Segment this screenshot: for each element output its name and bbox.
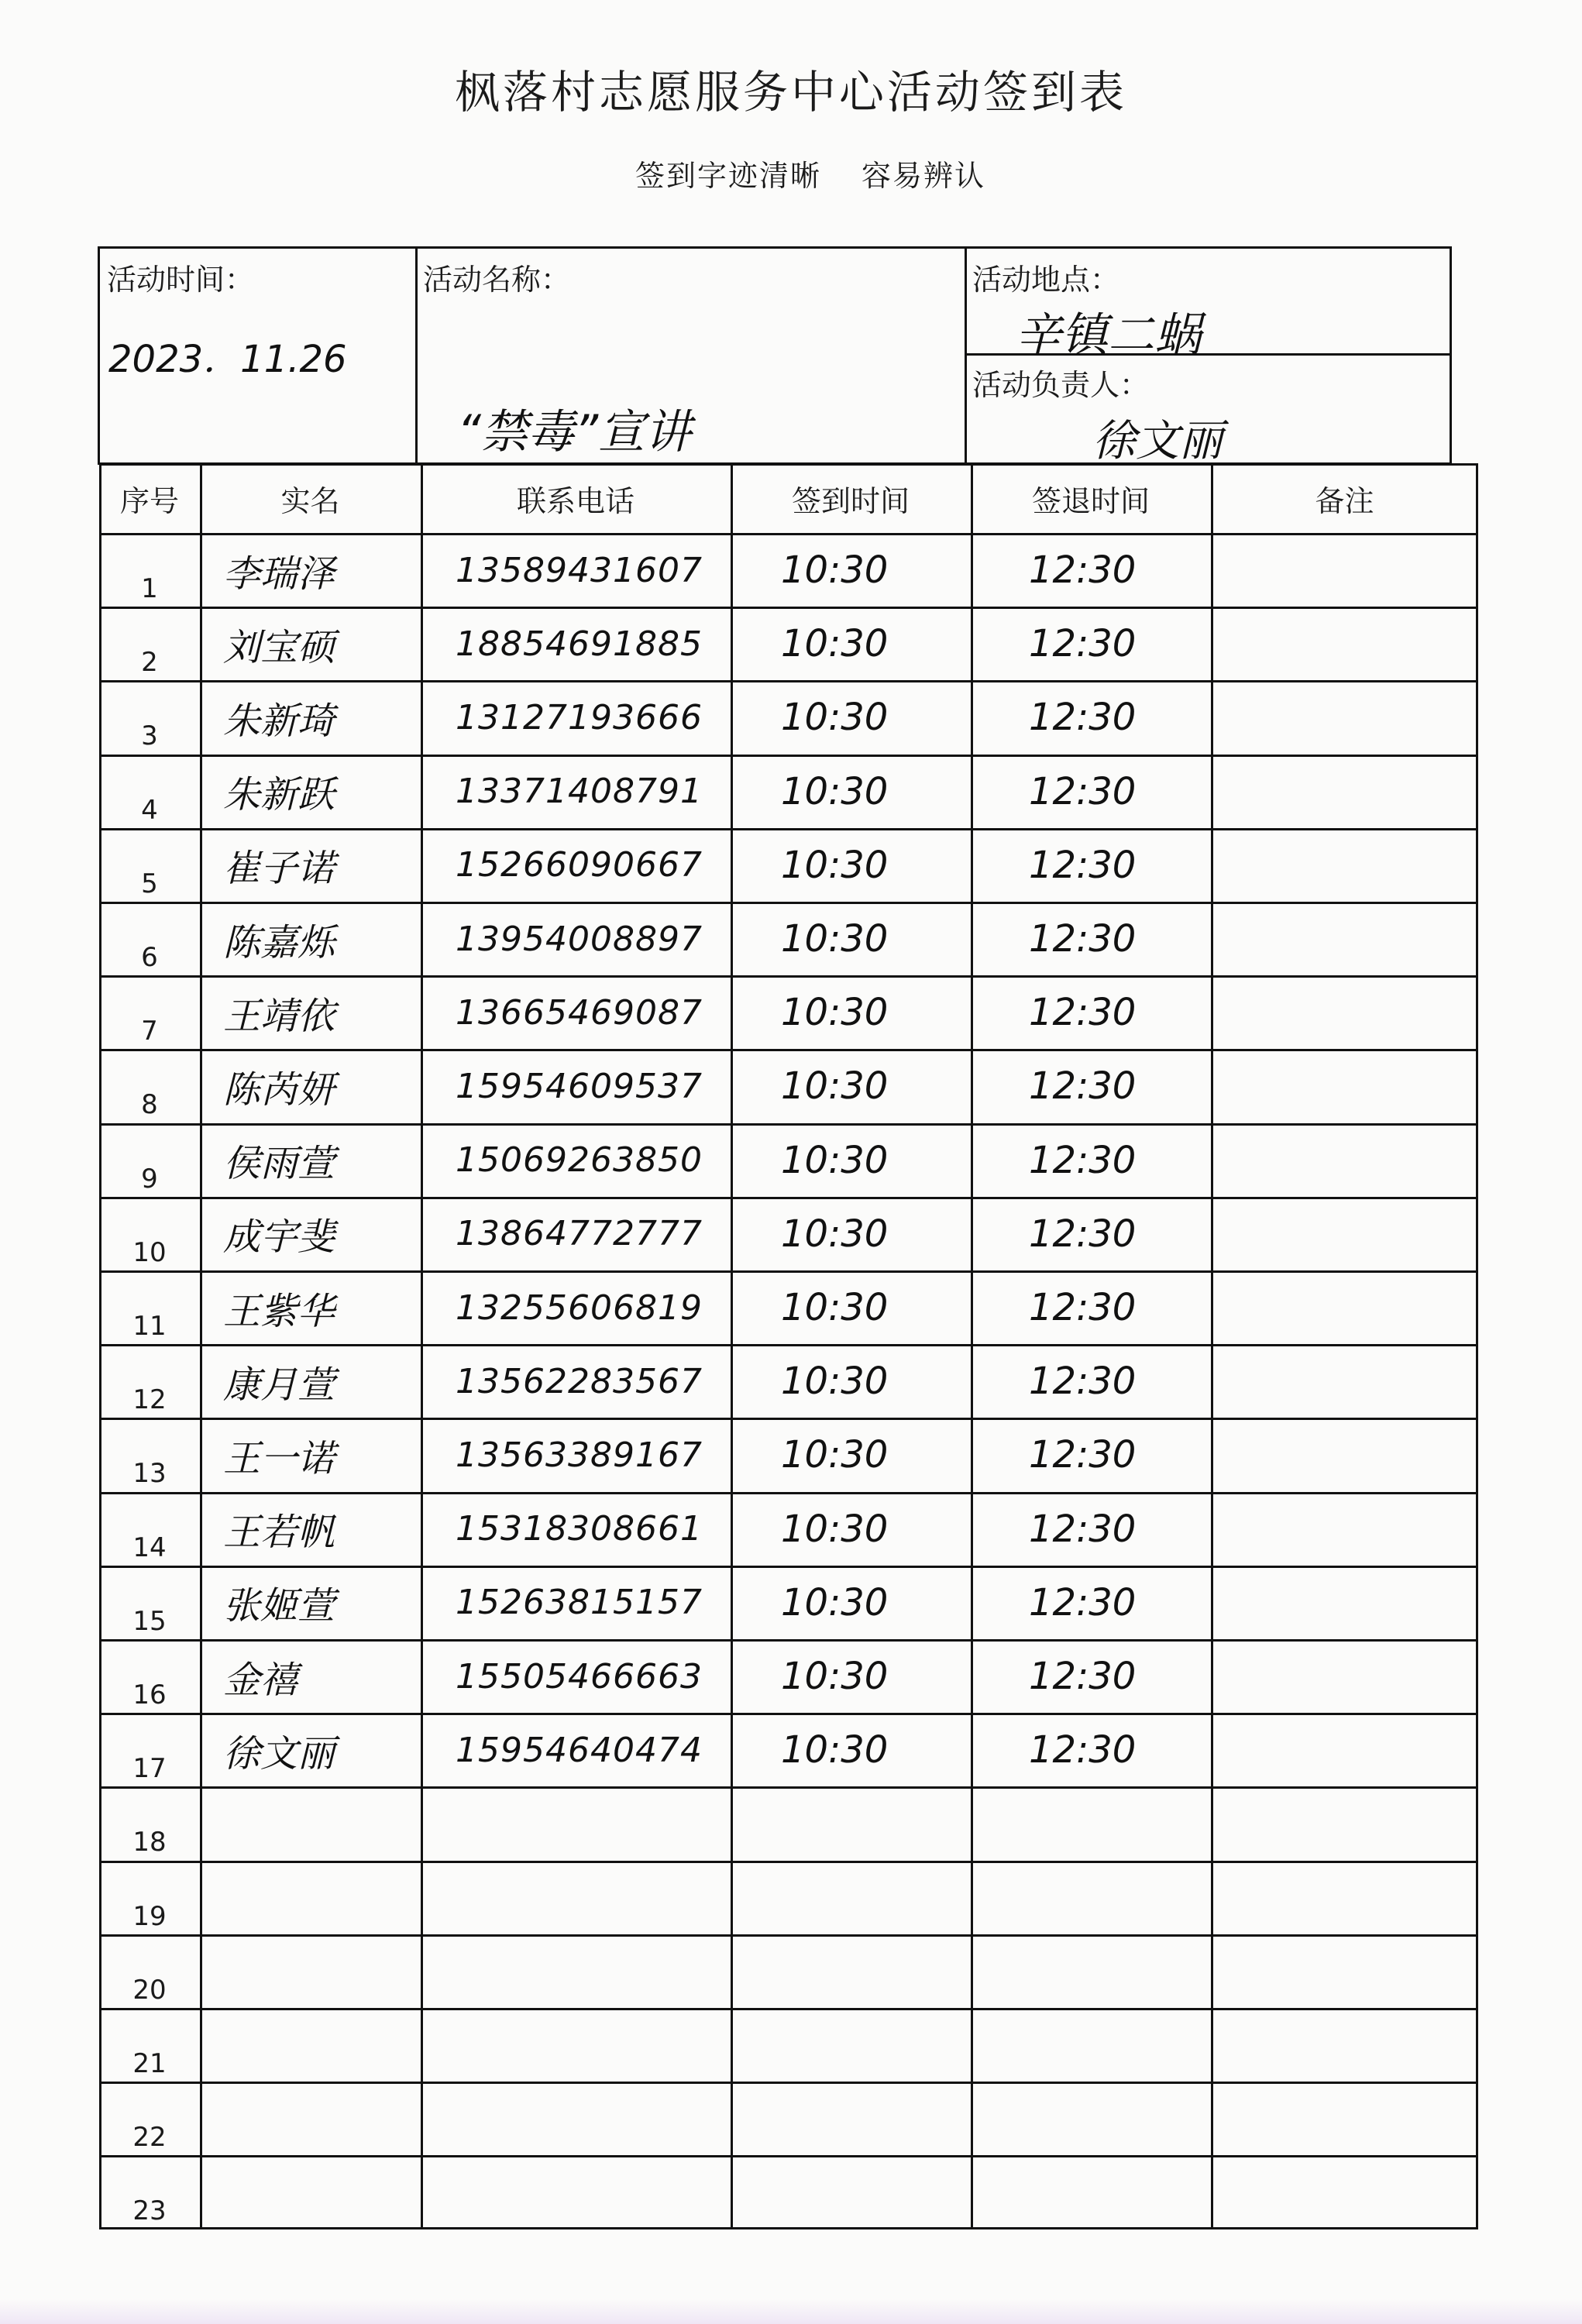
cell-phone: 13255606819 bbox=[456, 1287, 703, 1328]
cell-name: 张姬萱 bbox=[223, 1584, 335, 1628]
cell-out: 12:30 bbox=[1029, 1138, 1137, 1182]
cell-note bbox=[1238, 1418, 1470, 1492]
cell-in: 10:30 bbox=[781, 622, 889, 666]
cell-seq: 22 bbox=[132, 2122, 167, 2154]
cell-phone: 18854691885 bbox=[456, 624, 703, 664]
table-row bbox=[99, 533, 1478, 607]
cell-phone: 13563389167 bbox=[456, 1435, 703, 1475]
cell-in bbox=[750, 2082, 982, 2156]
cell-name bbox=[208, 1861, 425, 1935]
cell-phone bbox=[432, 1861, 742, 1935]
cell-in: 10:30 bbox=[781, 1064, 889, 1109]
cell-phone: 13864772777 bbox=[456, 1214, 703, 1254]
cell-name: 李瑞泽 bbox=[223, 552, 335, 596]
activity-leader-value: 徐文丽 bbox=[1092, 416, 1223, 466]
cell-in bbox=[750, 2008, 982, 2082]
cell-out: 12:30 bbox=[1029, 1212, 1137, 1256]
cell-out: 12:30 bbox=[1029, 1655, 1137, 1698]
activity-time-label: 活动时间： bbox=[107, 263, 255, 297]
cell-note bbox=[1238, 1786, 1470, 1861]
activity-place-label: 活动地点： bbox=[972, 263, 1120, 297]
cell-note bbox=[1238, 1861, 1470, 1935]
table-row bbox=[99, 828, 1478, 902]
table-row bbox=[99, 1861, 1478, 1935]
cell-name: 崔子诺 bbox=[223, 847, 335, 891]
cell-seq: 6 bbox=[141, 942, 158, 973]
cell-phone bbox=[432, 2082, 742, 2156]
cell-note bbox=[1238, 607, 1470, 681]
cell-seq: 1 bbox=[141, 573, 158, 604]
cell-name: 朱新琦 bbox=[223, 699, 335, 743]
table-row bbox=[99, 2155, 1478, 2229]
cell-phone: 15263815157 bbox=[456, 1583, 703, 1623]
cell-seq: 18 bbox=[132, 1827, 167, 1858]
header-note: 备注 bbox=[1315, 483, 1374, 518]
cell-phone: 13665469087 bbox=[456, 992, 703, 1033]
table-row bbox=[99, 1934, 1478, 2009]
cell-in: 10:30 bbox=[781, 1507, 889, 1551]
cell-note bbox=[1238, 2008, 1470, 2082]
table-row bbox=[99, 1344, 1478, 1418]
cell-phone: 15505466663 bbox=[456, 1656, 703, 1697]
cell-in: 10:30 bbox=[781, 1655, 889, 1698]
cell-seq: 2 bbox=[141, 647, 158, 679]
cell-phone bbox=[432, 1934, 742, 2009]
cell-note bbox=[1238, 1492, 1470, 1566]
cell-out: 12:30 bbox=[1029, 1580, 1137, 1624]
cell-note bbox=[1238, 680, 1470, 755]
cell-out: 12:30 bbox=[1029, 1286, 1137, 1329]
cell-name: 王若帆 bbox=[223, 1511, 335, 1555]
cell-name: 陈嘉烁 bbox=[223, 920, 335, 964]
cell-seq: 16 bbox=[132, 1679, 167, 1710]
cell-note bbox=[1238, 533, 1470, 607]
cell-out bbox=[990, 2082, 1230, 2156]
info-divider-1 bbox=[415, 246, 418, 465]
table-row bbox=[99, 975, 1478, 1050]
cell-seq: 5 bbox=[141, 868, 158, 899]
cell-phone: 13954008897 bbox=[456, 919, 703, 959]
cell-out: 12:30 bbox=[1029, 843, 1137, 887]
cell-note bbox=[1238, 1713, 1470, 1787]
sheet-subtitle bbox=[635, 152, 1026, 194]
cell-seq: 13 bbox=[132, 1458, 167, 1490]
activity-name-value: “禁毒”宣讲 bbox=[457, 405, 692, 459]
header-name: 实名 bbox=[280, 483, 340, 518]
cell-name: 朱新跃 bbox=[223, 773, 335, 817]
cell-name: 徐文丽 bbox=[223, 1731, 335, 1776]
cell-note bbox=[1238, 755, 1470, 829]
cell-name: 王一诺 bbox=[223, 1436, 335, 1480]
cell-seq: 8 bbox=[141, 1089, 158, 1121]
cell-out: 12:30 bbox=[1029, 769, 1137, 813]
cell-seq: 9 bbox=[141, 1163, 158, 1195]
cell-phone: 15318308661 bbox=[456, 1509, 703, 1549]
cell-name bbox=[208, 1786, 425, 1861]
cell-out: 12:30 bbox=[1029, 622, 1137, 666]
cell-in: 10:30 bbox=[781, 1360, 889, 1404]
cell-out: 12:30 bbox=[1029, 696, 1137, 740]
cell-note bbox=[1238, 1270, 1470, 1345]
cell-in: 10:30 bbox=[781, 1286, 889, 1329]
cell-out: 12:30 bbox=[1029, 1433, 1137, 1477]
cell-in bbox=[750, 1934, 982, 2009]
cell-out: 12:30 bbox=[1029, 1360, 1137, 1404]
cell-out: 12:30 bbox=[1029, 1728, 1137, 1772]
cell-name: 金禧 bbox=[223, 1658, 298, 1702]
cell-seq: 17 bbox=[132, 1753, 167, 1785]
sheet-title: 枫落村志愿服务中心活动签到表 bbox=[454, 66, 1127, 119]
cell-out: 12:30 bbox=[1029, 548, 1137, 592]
cell-out: 12:30 bbox=[1029, 917, 1137, 961]
cell-in: 10:30 bbox=[781, 1138, 889, 1182]
cell-in: 10:30 bbox=[781, 769, 889, 813]
cell-seq: 12 bbox=[132, 1384, 167, 1416]
cell-seq: 19 bbox=[132, 1900, 167, 1932]
cell-name: 王靖依 bbox=[223, 994, 335, 1038]
cell-phone: 15954640474 bbox=[456, 1730, 703, 1770]
cell-note bbox=[1238, 1123, 1470, 1198]
cell-in: 10:30 bbox=[781, 917, 889, 961]
table-row bbox=[99, 607, 1478, 681]
cell-phone: 15954609537 bbox=[456, 1066, 703, 1106]
subtitle-part-1: 签到字迹清晰 bbox=[635, 159, 822, 193]
cell-note bbox=[1238, 1197, 1470, 1271]
cell-seq: 21 bbox=[132, 2048, 167, 2079]
cell-name: 王紫华 bbox=[223, 1289, 335, 1333]
cell-name: 陈芮妍 bbox=[223, 1067, 335, 1112]
cell-phone: 13371408791 bbox=[456, 772, 703, 812]
table-row bbox=[99, 1123, 1478, 1198]
cell-name bbox=[208, 1934, 425, 2009]
cell-name bbox=[208, 2008, 425, 2082]
cell-in bbox=[750, 1786, 982, 1861]
cell-seq: 14 bbox=[132, 1532, 167, 1563]
cell-phone bbox=[432, 2155, 742, 2229]
cell-note bbox=[1238, 2155, 1470, 2229]
cell-in bbox=[750, 1861, 982, 1935]
activity-leader-label: 活动负责人： bbox=[972, 368, 1150, 402]
header-seq: 序号 bbox=[119, 483, 179, 518]
cell-in: 10:30 bbox=[781, 548, 889, 592]
header-signin: 签到时间 bbox=[791, 483, 910, 518]
cell-out bbox=[990, 2155, 1230, 2229]
cell-seq: 20 bbox=[132, 1974, 167, 2006]
activity-name-label: 活动名称： bbox=[423, 263, 571, 297]
table-row bbox=[99, 1713, 1478, 1787]
cell-out bbox=[990, 1786, 1230, 1861]
cell-seq: 4 bbox=[141, 794, 158, 826]
table-row bbox=[99, 755, 1478, 829]
cell-out: 12:30 bbox=[1029, 991, 1137, 1035]
cell-out: 12:30 bbox=[1029, 1064, 1137, 1109]
table-row bbox=[99, 1197, 1478, 1271]
cell-note bbox=[1238, 975, 1470, 1050]
cell-in: 10:30 bbox=[781, 1433, 889, 1477]
cell-phone: 13589431607 bbox=[456, 550, 703, 590]
cell-phone bbox=[432, 2008, 742, 2082]
cell-phone: 13127193666 bbox=[456, 697, 703, 737]
cell-note bbox=[1238, 1049, 1470, 1123]
table-row bbox=[99, 1639, 1478, 1714]
cell-in: 10:30 bbox=[781, 696, 889, 740]
cell-in bbox=[750, 2155, 982, 2229]
table-row bbox=[99, 1270, 1478, 1345]
activity-time-value: 2023．11.26 bbox=[108, 338, 347, 381]
table-row bbox=[99, 1786, 1478, 1861]
cell-phone: 15266090667 bbox=[456, 845, 703, 885]
table-row bbox=[99, 1418, 1478, 1492]
cell-out: 12:30 bbox=[1029, 1507, 1137, 1551]
cell-phone bbox=[432, 1786, 742, 1861]
cell-in: 10:30 bbox=[781, 991, 889, 1035]
cell-name: 侯雨萱 bbox=[223, 1142, 335, 1186]
info-divider-2 bbox=[965, 246, 967, 465]
cell-seq: 7 bbox=[141, 1016, 158, 1047]
cell-note bbox=[1238, 1639, 1470, 1714]
table-row bbox=[99, 1566, 1478, 1640]
cell-name: 刘宝硕 bbox=[223, 625, 335, 669]
cell-note bbox=[1238, 902, 1470, 976]
cell-phone: 13562283567 bbox=[456, 1361, 703, 1401]
cell-note bbox=[1238, 1566, 1470, 1640]
cell-name bbox=[208, 2082, 425, 2156]
scan-edge bbox=[0, 2299, 1582, 2324]
cell-name: 康月萱 bbox=[223, 1363, 335, 1407]
subtitle-part-2: 容易辨认 bbox=[862, 159, 986, 193]
header-signout: 签退时间 bbox=[1031, 483, 1150, 518]
cell-in: 10:30 bbox=[781, 843, 889, 887]
cell-out bbox=[990, 1861, 1230, 1935]
cell-note bbox=[1238, 1344, 1470, 1418]
cell-note bbox=[1238, 828, 1470, 902]
table-row bbox=[99, 680, 1478, 755]
cell-seq: 11 bbox=[132, 1311, 167, 1342]
table-row bbox=[99, 1492, 1478, 1566]
cell-name: 成宇斐 bbox=[223, 1215, 335, 1260]
cell-out bbox=[990, 2008, 1230, 2082]
cell-seq: 15 bbox=[132, 1605, 167, 1637]
cell-name bbox=[208, 2155, 425, 2229]
cell-note bbox=[1238, 1934, 1470, 2009]
cell-seq: 10 bbox=[132, 1236, 167, 1268]
cell-note bbox=[1238, 2082, 1470, 2156]
cell-seq: 3 bbox=[141, 720, 158, 752]
cell-out bbox=[990, 1934, 1230, 2009]
cell-phone: 15069263850 bbox=[456, 1140, 703, 1181]
cell-in: 10:30 bbox=[781, 1212, 889, 1256]
cell-in: 10:30 bbox=[781, 1728, 889, 1772]
table-row bbox=[99, 2008, 1478, 2082]
cell-in: 10:30 bbox=[781, 1580, 889, 1624]
activity-place-value: 辛镇二蜗 bbox=[1015, 308, 1201, 363]
cell-seq: 23 bbox=[132, 2195, 167, 2227]
table-row bbox=[99, 902, 1478, 976]
header-phone: 联系电话 bbox=[516, 483, 635, 518]
table-row bbox=[99, 1049, 1478, 1123]
table-row bbox=[99, 2082, 1478, 2156]
